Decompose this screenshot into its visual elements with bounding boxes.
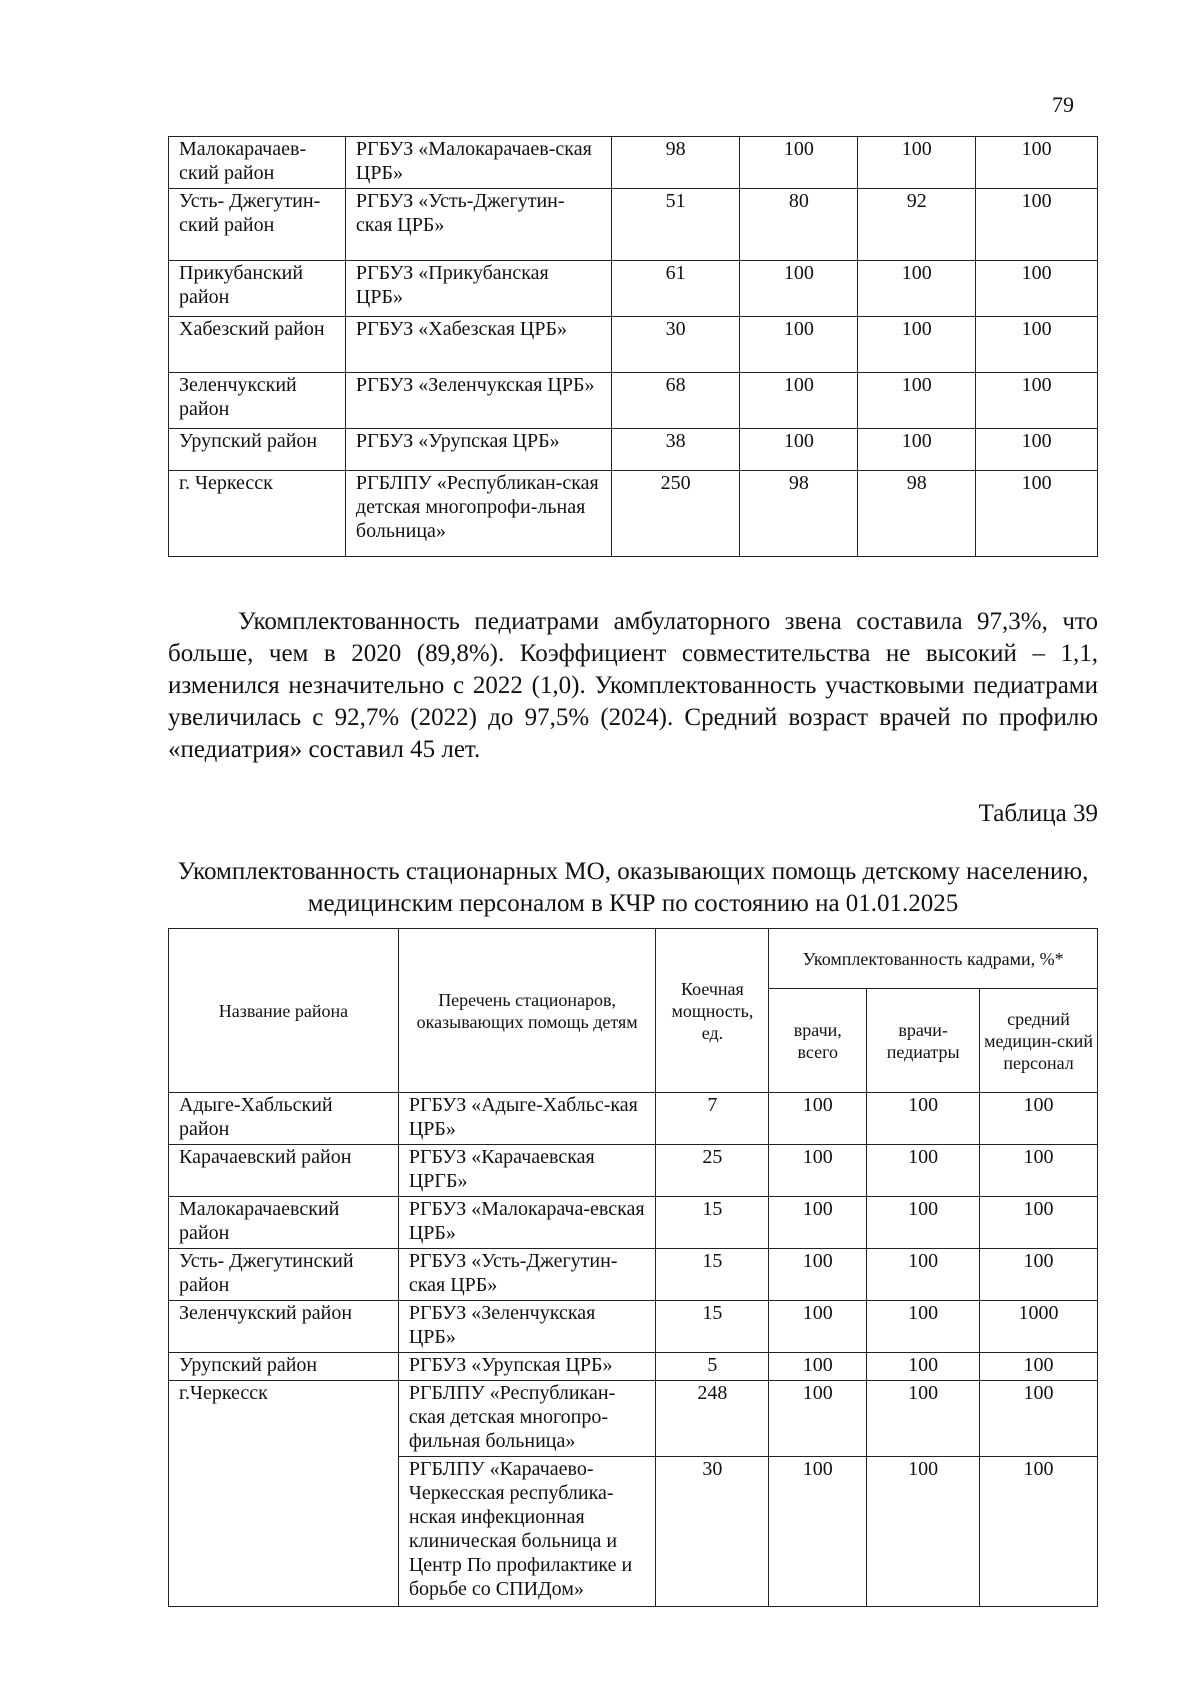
institution-cell: РГБУЗ «Карачаевская ЦРГБ»	[398, 1145, 656, 1197]
header-bed-capacity: Коечная мощность, ед.	[656, 929, 769, 1093]
institution-cell: РГБУЗ «Урупская ЦРБ»	[345, 429, 611, 471]
value-cell: 100	[769, 1093, 867, 1145]
table-row	[169, 1301, 1098, 1353]
header-staffing: Укомплектованность кадрами, %*	[769, 929, 1098, 989]
institution-cell: РГБУЗ «Усть-Джегутин-ская ЦРБ»	[345, 189, 611, 261]
value-cell: 100	[976, 429, 1098, 471]
district-cell: Урупский район	[169, 429, 346, 471]
value-cell: 100	[976, 373, 1098, 429]
value-cell: 100	[867, 1457, 980, 1607]
value-cell: 100	[769, 1301, 867, 1353]
institution-cell: РГБУЗ «Адыге-Хабльс-кая ЦРБ»	[398, 1093, 656, 1145]
value-cell: 100	[858, 373, 976, 429]
district-cell: Урупский район	[169, 1353, 399, 1381]
value-cell: 100	[980, 1353, 1098, 1381]
value-cell: 61	[611, 261, 740, 317]
institution-cell: РГБУЗ «Прикубанская ЦРБ»	[345, 261, 611, 317]
institution-cell: РГБЛПУ «Республикан-ская детская многопрофи-льная больница»	[345, 471, 611, 557]
bed-capacity-cell: 5	[656, 1353, 769, 1381]
value-cell: 100	[980, 1145, 1098, 1197]
value-cell: 100	[976, 137, 1098, 189]
institution-cell: РГБУЗ «Малокарачаев-ская ЦРБ»	[345, 137, 611, 189]
district-cell: Усть- Джегутин-ский район	[169, 189, 346, 261]
table-row	[169, 373, 1098, 429]
value-cell: 98	[858, 471, 976, 557]
value-cell: 100	[867, 1381, 980, 1457]
header-nursing-staff: средний медицин-ский персонал	[980, 989, 1098, 1093]
value-cell: 100	[740, 429, 858, 471]
institution-cell: РГБУЗ «Хабезская ЦРБ»	[345, 317, 611, 373]
value-cell: 100	[980, 1249, 1098, 1301]
value-cell: 100	[769, 1249, 867, 1301]
table-row	[169, 1381, 1098, 1457]
table-row	[169, 189, 1098, 261]
table-row	[169, 137, 1098, 189]
value-cell: 98	[611, 137, 740, 189]
value-cell: 100	[867, 1249, 980, 1301]
value-cell: 100	[980, 1457, 1098, 1607]
table-row	[169, 429, 1098, 471]
value-cell: 100	[867, 1353, 980, 1381]
value-cell: 100	[769, 1145, 867, 1197]
table-row	[169, 1353, 1098, 1381]
bed-capacity-cell: 15	[656, 1197, 769, 1249]
table-title: Укомплектованность стационарных МО, оказывающих помощь детскому населению, медицинским персоналом в КЧР по состоянию на 01.01.2025	[177, 858, 1089, 917]
inpatient-staffing-table	[168, 928, 1098, 1607]
value-cell: 100	[858, 429, 976, 471]
institution-cell: РГБУЗ «Урупская ЦРБ»	[398, 1353, 656, 1381]
value-cell: 100	[867, 1301, 980, 1353]
value-cell: 100	[769, 1381, 867, 1457]
value-cell: 1000	[980, 1301, 1098, 1353]
value-cell: 100	[740, 373, 858, 429]
table-row	[169, 471, 1098, 557]
bed-capacity-cell: 7	[656, 1093, 769, 1145]
header-district: Название района	[169, 929, 399, 1093]
value-cell: 100	[769, 1353, 867, 1381]
value-cell: 80	[740, 189, 858, 261]
institution-cell: РГБУЗ «Усть-Джегутин-ская ЦРБ»	[398, 1249, 656, 1301]
header-pediatricians: врачи-педиатры	[867, 989, 980, 1093]
institution-cell: РГБУЗ «Зеленчукская ЦРБ»	[345, 373, 611, 429]
value-cell: 100	[740, 317, 858, 373]
value-cell: 68	[611, 373, 740, 429]
bed-capacity-cell: 248	[656, 1381, 769, 1457]
institution-cell: РГБЛПУ «Республикан-ская детская многопро-фильная больница»	[398, 1381, 656, 1457]
institution-cell: РГБЛПУ «Карачаево-Черкесская республика-нская инфекционная клиническая больница и Центр По профилактике и борьбе со СПИДом»	[398, 1457, 656, 1607]
value-cell: 51	[611, 189, 740, 261]
district-cell: г. Черкесск	[169, 471, 346, 557]
value-cell: 100	[867, 1197, 980, 1249]
district-cell: Малокарачаевский район	[169, 1197, 399, 1249]
district-cell: Зеленчукский район	[169, 1301, 399, 1353]
value-cell: 250	[611, 471, 740, 557]
header-doctors-total: врачи, всего	[769, 989, 867, 1093]
value-cell: 100	[976, 471, 1098, 557]
institution-cell: РГБУЗ «Зеленчукская ЦРБ»	[398, 1301, 656, 1353]
district-cell: Хабезский район	[169, 317, 346, 373]
district-cell: г.Черкесск	[169, 1381, 399, 1607]
value-cell: 38	[611, 429, 740, 471]
district-cell: Карачаевский район	[169, 1145, 399, 1197]
value-cell: 92	[858, 189, 976, 261]
district-cell: Адыге-Хабльский район	[169, 1093, 399, 1145]
bed-capacity-cell: 15	[656, 1301, 769, 1353]
bed-capacity-cell: 15	[656, 1249, 769, 1301]
district-cell: Зеленчукский район	[169, 373, 346, 429]
institution-cell: РГБУЗ «Малокарача-евская ЦРБ»	[398, 1197, 656, 1249]
value-cell: 100	[769, 1197, 867, 1249]
bed-capacity-cell: 25	[656, 1145, 769, 1197]
value-cell: 100	[740, 137, 858, 189]
value-cell: 100	[740, 261, 858, 317]
value-cell: 100	[858, 317, 976, 373]
staffing-table-continued	[168, 136, 1098, 557]
value-cell: 100	[980, 1381, 1098, 1457]
table-row	[169, 1197, 1098, 1249]
header-hospital-list: Перечень стационаров, оказывающих помощь детям	[398, 929, 656, 1093]
table-row	[169, 317, 1098, 373]
value-cell: 100	[976, 317, 1098, 373]
district-cell: Усть- Джегутинский район	[169, 1249, 399, 1301]
table-row	[169, 1249, 1098, 1301]
district-cell: Малокарачаев-ский район	[169, 137, 346, 189]
table-row	[169, 1145, 1098, 1197]
value-cell: 100	[976, 261, 1098, 317]
value-cell: 30	[611, 317, 740, 373]
value-cell: 100	[858, 137, 976, 189]
table-row	[169, 261, 1098, 317]
value-cell: 100	[980, 1093, 1098, 1145]
district-cell: Прикубанский район	[169, 261, 346, 317]
value-cell: 100	[867, 1093, 980, 1145]
staffing-paragraph: Укомплектованность педиатрами амбулаторного звена составила 97,3%, что больше, чем в 2020 (89,8%). Коэффициент совместительства не высокий – 1,1, изменился незначительно с 2022 (1,0). Укомплектованность участковыми педиатрами увеличилась с 92,7% (2022) до 97,5% (2024). Средний возраст врачей по профилю «педиатрия» составил 45 лет.	[168, 608, 1098, 763]
page-number: 79	[1052, 92, 1074, 117]
value-cell: 98	[740, 471, 858, 557]
value-cell: 100	[769, 1457, 867, 1607]
value-cell: 100	[858, 261, 976, 317]
value-cell: 100	[867, 1145, 980, 1197]
table-label: Таблица 39	[978, 800, 1098, 827]
value-cell: 100	[976, 189, 1098, 261]
table-row	[169, 1093, 1098, 1145]
bed-capacity-cell: 30	[656, 1457, 769, 1607]
value-cell: 100	[980, 1197, 1098, 1249]
